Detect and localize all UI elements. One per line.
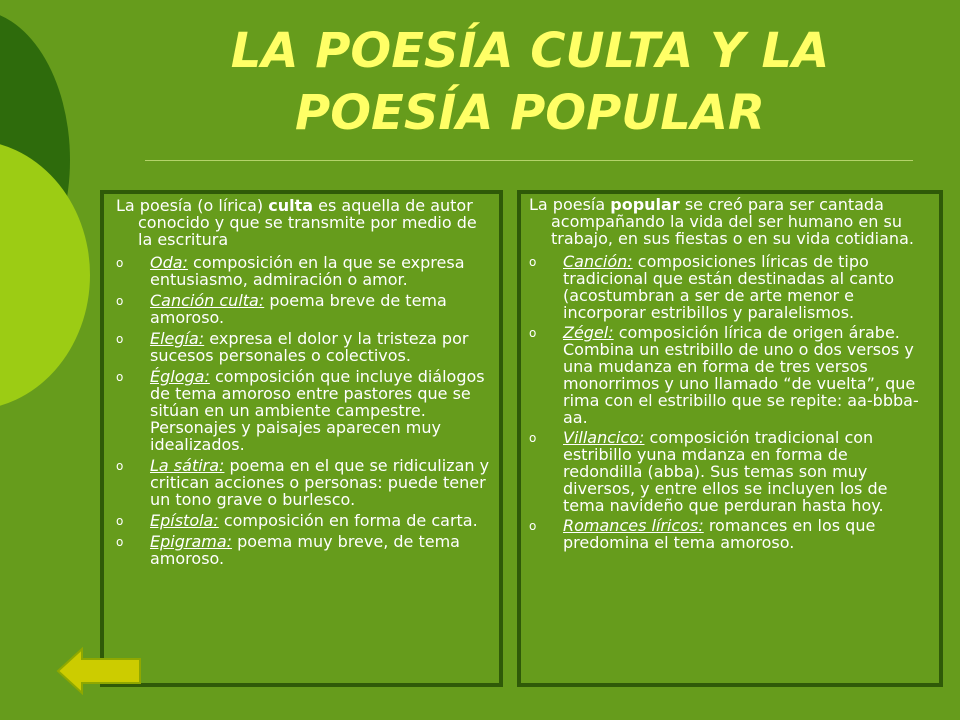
list-item-term: Canción: xyxy=(563,252,633,271)
list-item xyxy=(116,457,491,508)
popular-intro xyxy=(529,196,931,247)
back-arrow-icon xyxy=(56,647,146,695)
culta-list xyxy=(116,254,491,567)
title-divider xyxy=(145,160,913,161)
culta-intro-text: La poesía (o lírica) xyxy=(116,196,269,215)
bullet-icon: o xyxy=(529,326,537,340)
list-item xyxy=(529,253,931,321)
list-item-term: Égloga: xyxy=(150,367,210,386)
bullet-icon: o xyxy=(116,256,124,270)
list-item-text: composición en la que se expresa entusiasmo, admiración o amor. xyxy=(150,253,465,289)
list-item-text: romances en los que predomina el tema amoroso. xyxy=(563,516,876,552)
back-button[interactable] xyxy=(56,647,146,695)
popular-panel xyxy=(517,190,943,687)
popular-list xyxy=(529,253,931,551)
bullet-icon: o xyxy=(529,255,537,269)
list-item-text: poema en el que se ridiculizan y critican acciones o personas: puede tener un tono grave o burlesco. xyxy=(150,456,490,509)
list-item-term: Romances líricos: xyxy=(563,516,704,535)
list-item-text: poema breve de tema amoroso. xyxy=(150,291,447,327)
list-item-text: composición que incluye diálogos de tema amoroso entre pastores que se sitúan en un ambiente campestre. Personajes y paisajes aparecen muy idealizados. xyxy=(150,367,485,454)
decorative-circle-light xyxy=(0,140,90,410)
list-item-term: La sátira: xyxy=(150,456,225,475)
list-item xyxy=(116,368,491,453)
list-item xyxy=(116,292,491,326)
culta-intro-rest: es aquella de autor conocido y que se transmite por medio de la escritura xyxy=(138,196,477,249)
title-line-2: POESÍA POPULAR xyxy=(295,85,765,141)
bullet-icon: o xyxy=(116,535,124,549)
list-item xyxy=(529,324,931,426)
list-item-text: composición tradicional con estribillo yuna mdanza en forma de redondilla (abba). Sus temas son muy diversos, y entre ellos se incluyen los de tema navideño que perduran hasta hoy. xyxy=(563,428,888,515)
bullet-icon: o xyxy=(529,519,537,533)
list-item-term: Elegía: xyxy=(150,329,205,348)
list-item xyxy=(529,429,931,514)
list-item-term: Epigrama: xyxy=(150,532,233,551)
list-item-term: Oda: xyxy=(150,253,188,272)
bullet-icon: o xyxy=(116,294,124,308)
popular-intro-text: La poesía xyxy=(529,195,611,214)
title-line-1: LA POESÍA CULTA Y LA xyxy=(230,23,830,79)
culta-panel xyxy=(100,190,503,687)
list-item xyxy=(116,533,491,567)
list-item xyxy=(116,512,491,529)
culta-intro xyxy=(116,197,491,248)
bullet-icon: o xyxy=(116,370,124,384)
list-item-term: Canción culta: xyxy=(150,291,265,310)
list-item xyxy=(116,254,491,288)
bullet-icon: o xyxy=(529,431,537,445)
popular-intro-keyword: popular xyxy=(610,195,680,214)
list-item xyxy=(116,330,491,364)
list-item-text: composición en forma de carta. xyxy=(218,511,478,530)
popular-intro-rest: se creó para ser cantada acompañando la vida del ser humano en su trabajo, en sus fiestas o en su vida cotidiana. xyxy=(551,195,914,248)
list-item-text: poema muy breve, de tema amoroso. xyxy=(150,532,460,568)
list-item-term: Villancico: xyxy=(563,428,645,447)
list-item xyxy=(529,517,931,551)
list-item-text: expresa el dolor y la tristeza por sucesos personales o colectivos. xyxy=(150,329,469,365)
list-item-text: composiciones líricas de tipo tradicional que están destinadas al canto (acostumbran a ser de arte menor e incorporar estribillos y paralelismos. xyxy=(563,252,894,322)
list-item-term: Epístola: xyxy=(150,511,219,530)
bullet-icon: o xyxy=(116,459,124,473)
bullet-icon: o xyxy=(116,332,124,346)
page-title xyxy=(130,20,930,144)
culta-intro-keyword: culta xyxy=(268,196,314,215)
bullet-icon: o xyxy=(116,514,124,528)
list-item-term: Zégel: xyxy=(563,323,614,342)
list-item-text: composición lírica de origen árabe. Combina un estribillo de uno o dos versos y una mudanza en forma de tres versos monorrimos y uno llamado “de vuelta”, que rima con el estribillo que se repite: aa-bbba-aa. xyxy=(563,323,919,427)
